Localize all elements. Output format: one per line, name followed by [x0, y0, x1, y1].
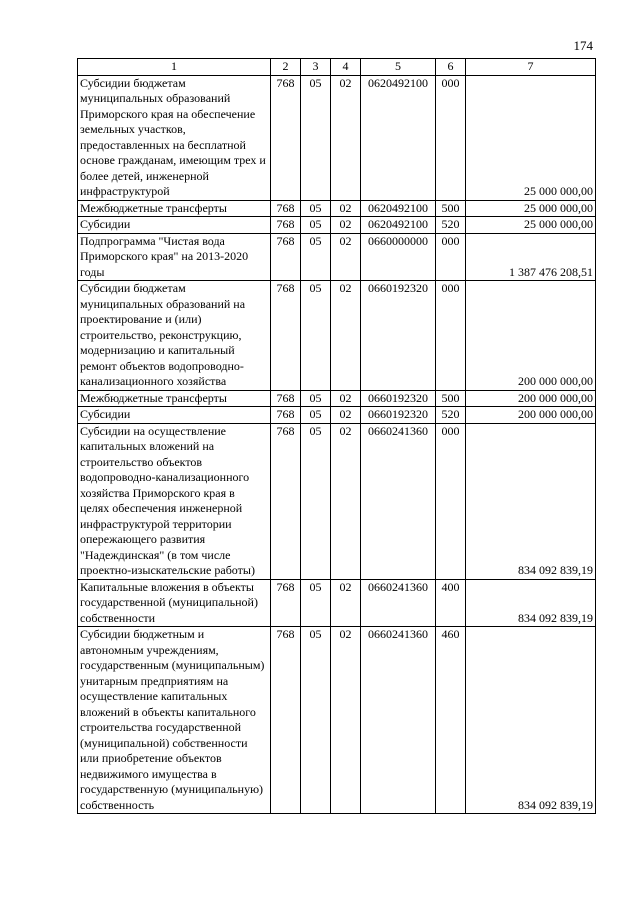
col2-cell: 768 — [271, 423, 301, 579]
col5-cell: 0660192320 — [361, 407, 436, 424]
col6-cell: 520 — [436, 217, 466, 234]
col5-cell: 0660241360 — [361, 423, 436, 579]
col6-cell: 000 — [436, 233, 466, 281]
col6-cell: 000 — [436, 75, 466, 200]
col5-cell: 0660000000 — [361, 233, 436, 281]
col3-cell: 05 — [301, 281, 331, 391]
amount-cell: 834 092 839,19 — [466, 627, 596, 814]
col6-cell: 460 — [436, 627, 466, 814]
col2-cell: 768 — [271, 579, 301, 627]
col3-cell: 05 — [301, 217, 331, 234]
table-row — [78, 200, 596, 217]
col3-cell: 05 — [301, 627, 331, 814]
item-name: Капитальные вложения в объекты государственной (муниципальной) собственности — [78, 579, 271, 627]
col5-cell: 0620492100 — [361, 200, 436, 217]
col4-cell: 02 — [331, 233, 361, 281]
col5-cell: 0620492100 — [361, 217, 436, 234]
header-cell: 1 — [78, 59, 271, 76]
col6-cell: 520 — [436, 407, 466, 424]
col3-cell: 05 — [301, 200, 331, 217]
col4-cell: 02 — [331, 75, 361, 200]
item-name: Субсидии на осуществление капитальных вложений на строительство объектов водопроводно-канализационного хозяйства Приморского края в целях обеспечения инженерной инфраструктурой территории опережающего развития "Надеждинская" (в том числе проектно-изыскательские работы) — [78, 423, 271, 579]
header-cell: 3 — [301, 59, 331, 76]
col3-cell: 05 — [301, 423, 331, 579]
table-row — [78, 75, 596, 200]
col4-cell: 02 — [331, 579, 361, 627]
col3-cell: 05 — [301, 390, 331, 407]
col5-cell: 0660192320 — [361, 390, 436, 407]
col5-cell: 0660241360 — [361, 627, 436, 814]
col5-cell: 0660241360 — [361, 579, 436, 627]
table-row — [78, 627, 596, 814]
col4-cell: 02 — [331, 423, 361, 579]
col2-cell: 768 — [271, 75, 301, 200]
item-name: Субсидии бюджетным и автономным учреждениям, государственным (муниципальным) унитарным предприятиям на осуществление капитальных вложений в объекты капитального строительства государственной (муниципальной) собственности или приобретение объектов недвижимого имущества в государственную (муниципальную) собственность — [78, 627, 271, 814]
amount-cell: 1 387 476 208,51 — [466, 233, 596, 281]
col4-cell: 02 — [331, 217, 361, 234]
col2-cell: 768 — [271, 217, 301, 234]
col2-cell: 768 — [271, 627, 301, 814]
amount-cell: 25 000 000,00 — [466, 217, 596, 234]
header-cell: 5 — [361, 59, 436, 76]
page-number: 174 — [573, 38, 593, 53]
col2-cell: 768 — [271, 407, 301, 424]
table-row — [78, 423, 596, 579]
table-row — [78, 233, 596, 281]
item-name: Субсидии бюджетам муниципальных образований Приморского края на обеспечение земельных участков, предоставленных на бесплатной основе гражданам, имеющим трех и более детей, инженерной инфраструктурой — [78, 75, 271, 200]
header-cell: 7 — [466, 59, 596, 76]
table-row — [78, 217, 596, 234]
table-row — [78, 390, 596, 407]
col3-cell: 05 — [301, 75, 331, 200]
header-row — [78, 59, 596, 76]
item-name: Субсидии — [78, 407, 271, 424]
col6-cell: 400 — [436, 579, 466, 627]
col6-cell: 000 — [436, 281, 466, 391]
amount-cell: 834 092 839,19 — [466, 423, 596, 579]
col5-cell: 0660192320 — [361, 281, 436, 391]
header-cell: 2 — [271, 59, 301, 76]
table-row — [78, 407, 596, 424]
amount-cell: 200 000 000,00 — [466, 407, 596, 424]
col4-cell: 02 — [331, 390, 361, 407]
col2-cell: 768 — [271, 281, 301, 391]
col5-cell: 0620492100 — [361, 75, 436, 200]
col2-cell: 768 — [271, 233, 301, 281]
col4-cell: 02 — [331, 200, 361, 217]
item-name: Межбюджетные трансферты — [78, 390, 271, 407]
item-name: Субсидии — [78, 217, 271, 234]
col6-cell: 000 — [436, 423, 466, 579]
col3-cell: 05 — [301, 579, 331, 627]
item-name: Подпрограмма "Чистая вода Приморского края" на 2013-2020 годы — [78, 233, 271, 281]
col2-cell: 768 — [271, 390, 301, 407]
col3-cell: 05 — [301, 233, 331, 281]
header-cell: 6 — [436, 59, 466, 76]
col4-cell: 02 — [331, 407, 361, 424]
amount-cell: 200 000 000,00 — [466, 281, 596, 391]
col4-cell: 02 — [331, 627, 361, 814]
col3-cell: 05 — [301, 407, 331, 424]
col4-cell: 02 — [331, 281, 361, 391]
table-row — [78, 281, 596, 391]
amount-cell: 25 000 000,00 — [466, 75, 596, 200]
table-row — [78, 579, 596, 627]
item-name: Межбюджетные трансферты — [78, 200, 271, 217]
amount-cell: 834 092 839,19 — [466, 579, 596, 627]
budget-table — [77, 58, 596, 814]
col2-cell: 768 — [271, 200, 301, 217]
header-cell: 4 — [331, 59, 361, 76]
col6-cell: 500 — [436, 390, 466, 407]
amount-cell: 200 000 000,00 — [466, 390, 596, 407]
item-name: Субсидии бюджетам муниципальных образований на проектирование и (или) строительство, реконструкцию, модернизацию и капитальный ремонт объектов водопроводно-канализационного хозяйства — [78, 281, 271, 391]
amount-cell: 25 000 000,00 — [466, 200, 596, 217]
col6-cell: 500 — [436, 200, 466, 217]
